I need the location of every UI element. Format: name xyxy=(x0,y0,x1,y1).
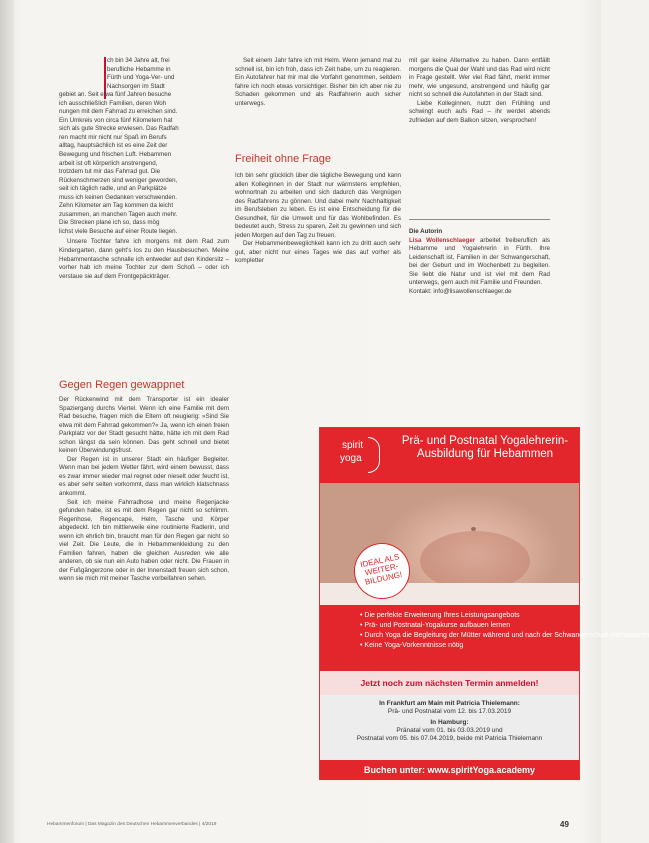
author-bio xyxy=(409,237,550,288)
author-text: arbeitet freiberuflich als Hebamme und Yogalehrerin in Fürth. Ihre Leidenschaft ist, Familien in der Schwangerschaft, bei der Geburt und im Wochenbett zu begleiten. Sie liebt die Natur und ist viel mit dem Rad unterwegs, gern auch mit Familie und Freunden. xyxy=(409,236,550,287)
intro-line: Nachsorgen im Stadt xyxy=(107,82,165,90)
navel-shape xyxy=(471,527,476,531)
page-number: 49 xyxy=(560,820,569,829)
intro-line: Zehn Kilometer am Tag kommen da leicht xyxy=(59,202,174,210)
page-footer: Hebammenforum | Das Magazin des Deutschen Hebammenverbandes | 4/2019 xyxy=(47,822,217,827)
intro-line: Die Strecken plane ich so, dass mög xyxy=(59,219,160,227)
heading-freiheit: Freiheit ohne Frage xyxy=(235,153,331,165)
column-2 xyxy=(235,57,401,108)
intro-line: ich ausschließlich Familien, deren Woh xyxy=(59,99,167,107)
column-2-lower xyxy=(235,172,401,266)
paragraph-rain: Der Regen ist in unserer Stadt ein häufiger Begleiter. Wenn man bei jedem Wetter fährt, wird einem bewusst, dass es zwar immer wieder mal regnet oder nieselt oder feucht ist, es aber sehr selten vorkommt, dass man wirklich klatschnass ankommt. xyxy=(59,455,229,498)
intro-line: berufliche Hebamme in xyxy=(107,65,171,73)
intro-line: trotzdem tut mir das Fahrrad gut. Die xyxy=(59,168,161,176)
ad-booking-link[interactable]: Buchen unter: www.spiritYoga.academy xyxy=(320,760,579,780)
spirit-yoga-logo: spirit yoga xyxy=(330,435,382,475)
column-1-lower xyxy=(59,396,229,584)
intro-line: gebiet an. Seit etwa fünf Jahren besuche xyxy=(59,91,172,99)
intro-line: arbeit ist oft körperlich anstrengend, xyxy=(59,159,158,167)
author-box xyxy=(409,228,550,296)
intro-line: ren macht mir nicht nur Spaß im Berufs xyxy=(59,133,167,141)
column-1 xyxy=(59,57,229,281)
hands-shape xyxy=(420,531,530,591)
ad-date-frankfurt: Prä- und Postnatal vom 12. bis 17.03.2019 xyxy=(387,708,512,715)
ad-badge: IDEAL ALS WEITER-BILDUNG! xyxy=(349,538,415,604)
paragraph-helmet: Seit einem Jahr fahre ich mit Helm. Wenn jemand mal zu schnell ist, bin ich froh, dass ich Zeit habe, um zu reagieren. Ein Autofahrer hat mir mal die Vorfahrt genommen, seitdem fahre ich noch etwas vorsichtiger. Bisher bin ich aber nie zu Schaden gekommen und als Radfahrerin auch sicher unterwegs. xyxy=(235,57,401,107)
author-divider xyxy=(409,219,550,220)
intro-line: sich als gute Strecke erwiesen. Das Radfah xyxy=(59,125,179,133)
ad-photo-pregnant-belly xyxy=(320,483,579,605)
ad-date-hamburg-b: Postnatal vom 05. bis 07.04.2019, beide mit Patricia Thielemann xyxy=(356,735,543,742)
paragraph-transport: Der Rückenwind mit dem Transporter ist ein idealer Spaziergang durchs Viertel. Wenn ich eine Familie mit dem Rad besuche, fragen mich die Eltern oft neugierig: »Sind Sie etwa mit dem Fahrrad gekommen?« Ja, wenn ich einen freien Parkplatz vor der Stadt gesucht hätte, hätte ich mit dem Rad schon längst da sein können. Das geht schnell und bietet keinen Überwindungsfrust. xyxy=(59,396,229,455)
intro-line: Bewegung und frischen Luft. Hebammen xyxy=(59,151,172,159)
paragraph-morning: Unsere Tochter fahre ich morgens mit dem Rad zum Kindergarten, dann geht's los zu den Hausbesuchen. Meine Hebammentasche schnalle ich entweder auf den Kindersitz – vorher hab ich meine Tochter zur dem Schoß – oder ich verstaue sie auf dem Frontgepäckträger. xyxy=(59,238,229,280)
ad-call-to-action: Jetzt noch zum nächsten Termin anmelden! xyxy=(320,671,579,695)
paragraph-gear: Seit ich meine Fahrradhose und meine Regenjacke gefunden habe, ist es mit dem Regen gar nicht so schlimm. Regenhose, Regencape, Helm, Tasche und Körper abgedeckt. Ich bin mittlerweile eine routinierte Radlerin, und wenn ich ehrlich bin, braucht man für den Regen gar nicht so viel Zeit. Die Leute, die in Hebammenkleidung zu den Familien fahren, haben die gleichen Ausreden wie alle anderen, ob sie nun ein Auto haben oder nicht. Die Frauen in der Fußgängerzone oder in der Innenstadt freuen sich schon, wenn sie mich mit meiner Tasche vorbeifahren sehen. xyxy=(59,498,229,583)
intro-line: alltag, hauptsächlich ist es eine Zeit der xyxy=(59,142,168,150)
paragraph-alternative: mit gar keine Alternative zu haben. Dann entfällt morgens die Qual der Wahl und das Rad wird nicht in Frage gestellt. Wer viel Rad fährt, merkt immer mehr, wie ungesund, anstrengend und häufig gar nicht so schnell die Autofahrten in der Stadt sind. xyxy=(409,57,550,99)
column-3 xyxy=(409,57,550,125)
ad-benefit-item: • Durch Yoga die Begleitung der Mütter während und nach der Schwangerschaft intensivieren xyxy=(360,631,579,641)
ad-dates-info xyxy=(320,695,579,760)
page-spine xyxy=(0,0,14,843)
intro-line: nungen mit dem Fahrrad zu erreichen sind. xyxy=(59,108,178,116)
ad-date-hamburg-a: Pränatal vom 01. bis 03.03.2019 und xyxy=(396,727,503,734)
heading-gegen-regen: Gegen Regen gewappnet xyxy=(59,379,185,391)
ad-benefits-list xyxy=(320,605,649,671)
ad-benefit-item: • Keine Yoga-Vorkenntnisse nötig xyxy=(360,641,579,651)
intro-line: Fürth und Yoga-Ver- und xyxy=(107,74,175,82)
intro-paragraph xyxy=(59,57,229,236)
ad-benefit-item: • Prä- und Postnatal-Yogakurse aufbauen lernen xyxy=(360,621,579,631)
intro-line: lichst viele Besuche auf einer Route liegen. xyxy=(59,227,178,235)
intro-line: zusammen, an manchen Tagen auch mehr. xyxy=(59,210,178,218)
logo-arc-icon xyxy=(368,437,380,473)
author-name: Lisa Wollenschlaeger xyxy=(409,236,476,244)
ad-city-hamburg: In Hamburg: xyxy=(430,719,469,726)
ad-city-frankfurt: In Frankfurt am Main mit Patricia Thielemann: xyxy=(379,700,520,707)
paragraph-happy: Ich bin sehr glücklich über die tägliche Bewegung und kann allen Kolleginnen in der Stadt nur wärmstens empfehlen, wohnortnah zu arbeiten und sich dadurch das Vergnügen des Radfahrens zu gönnen. Und dabei mehr Nachhaltigkeit im Berufsleben zu leben. Es ist eine Entscheidung für die Gesundheit, für die Umwelt und für das Wohlbefinden. Es bedeutet auch, Stress zu sparen, Zeit zu gewinnen und sich jeden Morgen auf den Tag zu freuen. xyxy=(235,172,401,239)
paragraph-colleagues: Der Hebammenbeweglichkeit kann ich zu dritt auch sehr gut, aber nicht nur eines Tages wie das auf vorher als kompletter xyxy=(235,240,401,265)
intro-line: seit ich täglich radle, und an Parkplätze xyxy=(59,185,167,193)
intro-line: Rückenschmerzen sind weniger geworden, xyxy=(59,176,178,184)
paragraph-spring: Liebe Kolleginnen, nutzt den Frühling und schwingt euch aufs Rad – ihr werdet abends zufrieden auf dem Balkon sitzen, versprochen! xyxy=(409,99,550,124)
ad-header xyxy=(320,428,579,483)
author-label: Die Autorin xyxy=(409,228,443,235)
spirit-yoga-advertisement xyxy=(319,427,649,780)
intro-line: ch bin 34 Jahre alt, frei xyxy=(107,57,170,64)
author-contact: Kontakt: info@lisawollenschlaeger.de xyxy=(409,287,512,295)
intro-line: Ein Umkreis von circa fünf Kilometern hat xyxy=(59,116,173,124)
intro-line: muss ich keinen Gedanken verschwenden. xyxy=(59,193,177,201)
ad-headline: Prä- und Postnatal Yogalehrerin-Ausbildung für Hebammen xyxy=(401,435,569,460)
ad-benefit-item: • Die perfekte Erweiterung Ihres Leistungsangebots xyxy=(360,611,579,621)
